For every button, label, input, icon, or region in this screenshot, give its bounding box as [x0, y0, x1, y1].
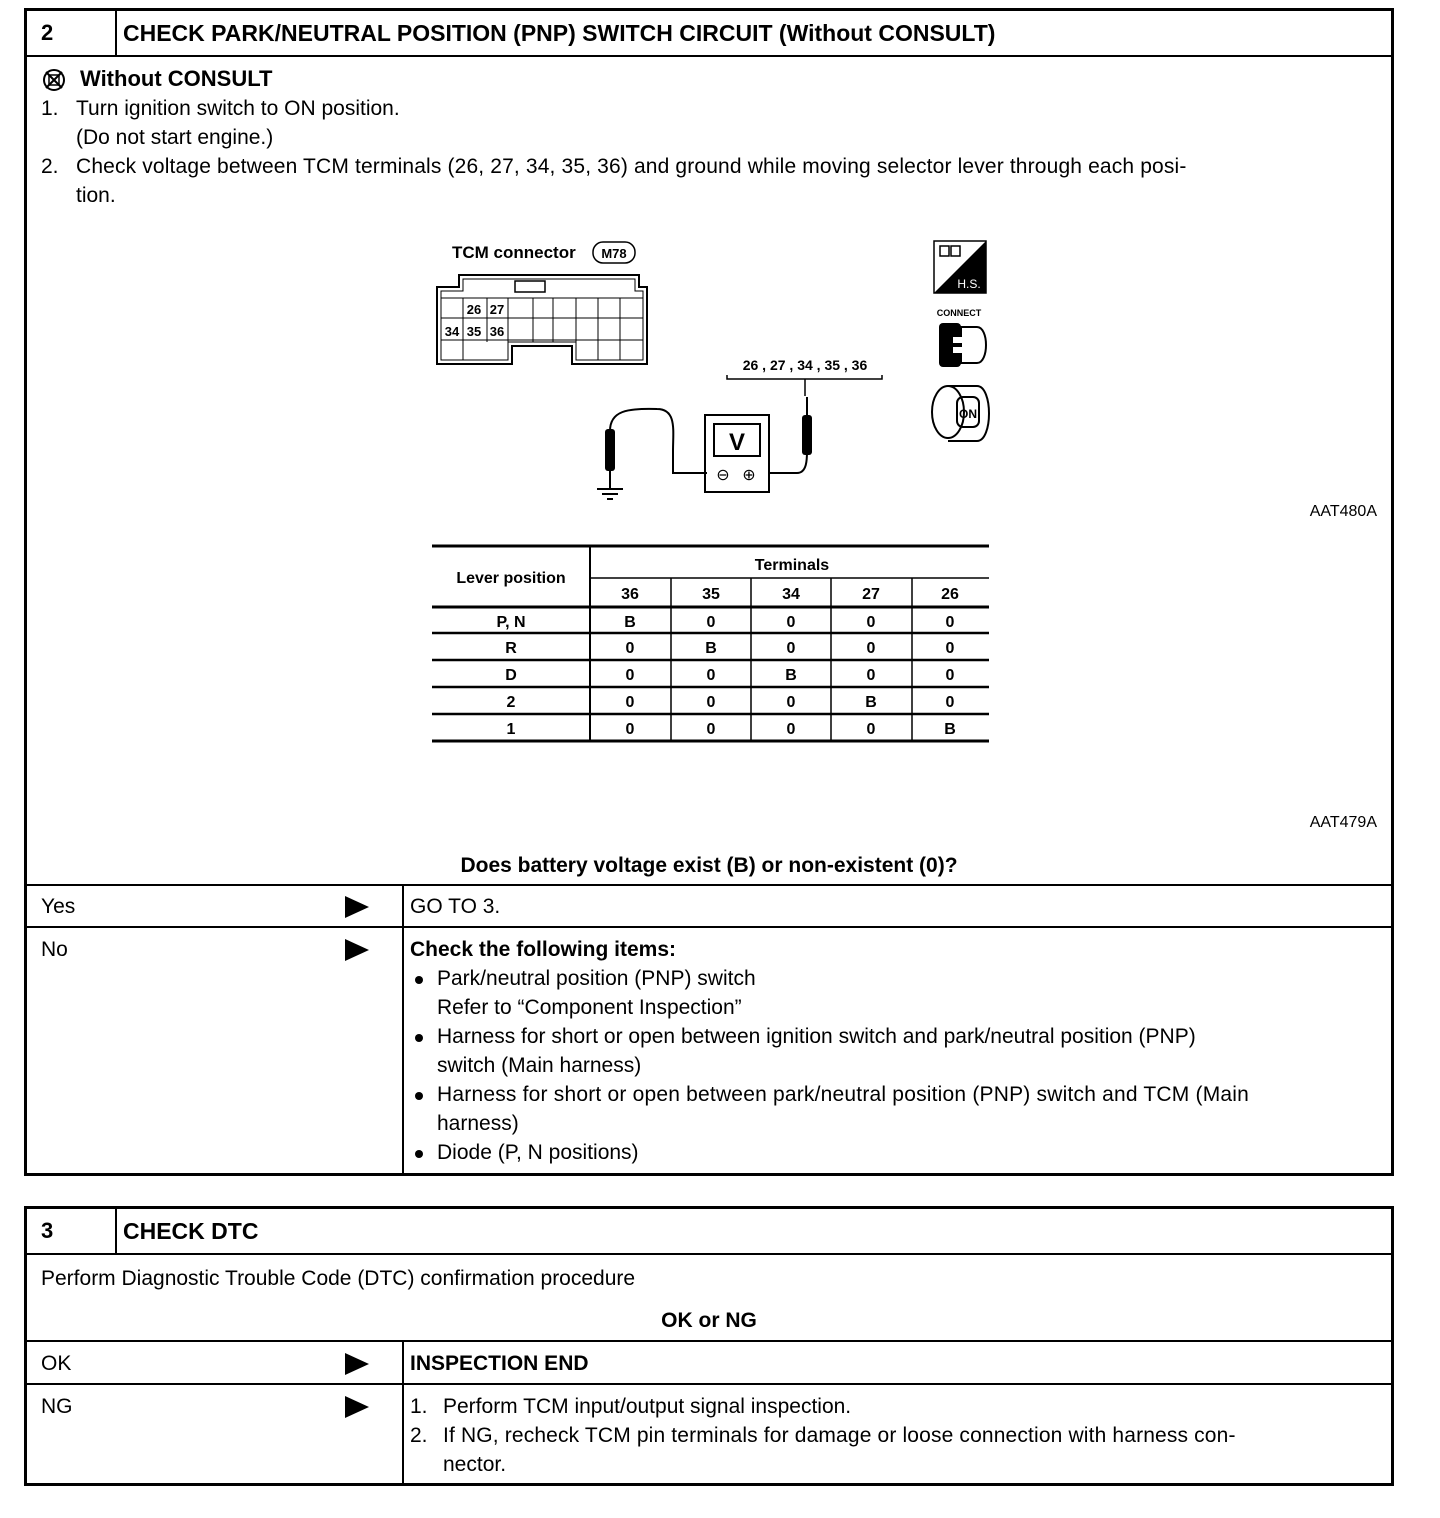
terminal-column-header: 26	[941, 586, 959, 603]
lever-position-cell: D	[505, 667, 517, 684]
instruction-text: Turn ignition switch to ON position.	[76, 97, 400, 120]
mode-label: Without CONSULT	[80, 66, 273, 91]
instruction-text: Check voltage between TCM terminals (26, 27, 34, 35, 36) and ground while moving selector lever through each posi-	[76, 155, 1187, 178]
terminal-column-header: 36	[621, 586, 639, 603]
step-2-box	[24, 8, 1394, 1176]
voltage-cell: 0	[706, 667, 716, 684]
lever-position-cell: 2	[506, 694, 516, 711]
no-label: No	[41, 938, 68, 961]
arrow-icon	[345, 1353, 369, 1375]
pin-label: 36	[489, 324, 505, 339]
voltage-cell: 0	[866, 721, 876, 738]
voltage-cell: 0	[706, 614, 716, 631]
no-heading: Check the following items:	[410, 938, 677, 961]
pin-label: 26	[466, 302, 482, 317]
voltage-cell: 0	[706, 721, 716, 738]
pin-label: 34	[444, 324, 460, 339]
ng-item-text: If NG, recheck TCM pin terminals for damage or loose connection with harness con-	[443, 1424, 1236, 1447]
voltage-cell: 0	[945, 694, 955, 711]
connector-label: TCM connector	[452, 243, 576, 262]
probe-label: 26 , 27 , 34 , 35 , 36	[742, 357, 868, 373]
check-item: Harness for short or open between ignition switch and park/neutral position (PNP)	[437, 1025, 1196, 1048]
pin-label: 27	[489, 302, 505, 317]
step-title: CHECK PARK/NEUTRAL POSITION (PNP) SWITCH CIRCUIT (Without CONSULT)	[123, 20, 996, 46]
meter-plus: ⊕	[742, 467, 756, 484]
terminal-voltage-table	[27, 536, 1391, 846]
question: Does battery voltage exist (B) or non-existent (0)?	[460, 854, 958, 877]
ignition-key-icon	[932, 386, 989, 441]
column-divider	[402, 1340, 404, 1483]
tcm-connector-diagram	[27, 11, 1391, 531]
voltage-cell: B	[785, 667, 797, 684]
yes-action: GO TO 3.	[410, 895, 501, 918]
step-number: 2	[41, 20, 54, 45]
voltage-cell: B	[865, 694, 877, 711]
voltage-cell: B	[705, 640, 717, 657]
voltage-cell: 0	[625, 640, 635, 657]
voltage-cell: 0	[945, 667, 955, 684]
arrow-icon	[345, 896, 369, 918]
check-item: Diode (P, N positions)	[437, 1141, 639, 1164]
check-item: Park/neutral position (PNP) switch	[437, 967, 756, 990]
step-title: CHECK DTC	[123, 1218, 259, 1244]
bullet-icon	[415, 976, 423, 984]
lever-header: Lever position	[456, 570, 566, 587]
ng-item-number: 2.	[410, 1424, 428, 1447]
instruction-number: 2.	[41, 155, 59, 178]
instruction-text: (Do not start engine.)	[76, 126, 274, 149]
row-divider	[27, 1383, 1391, 1385]
lever-position-cell: R	[505, 640, 517, 657]
bullet-icon	[415, 1150, 423, 1158]
voltage-cell: 0	[866, 667, 876, 684]
terminal-column-header: 35	[702, 586, 720, 603]
ng-item-number: 1.	[410, 1395, 428, 1418]
voltage-cell: 0	[786, 614, 796, 631]
meter-label: V	[728, 429, 746, 456]
ok-label: OK	[41, 1352, 72, 1375]
row-divider	[27, 1340, 1391, 1342]
pin-label: 35	[466, 324, 482, 339]
meter-minus: ⊖	[716, 467, 730, 484]
lever-position-cell: P, N	[496, 614, 526, 631]
step-3-box	[24, 1206, 1394, 1486]
voltage-cell: 0	[945, 614, 955, 631]
key-label: ON	[959, 407, 977, 421]
figure-id: AAT480A	[1309, 503, 1377, 520]
voltage-cell: 0	[786, 640, 796, 657]
instruction-number: 1.	[41, 97, 59, 120]
voltage-cell: 0	[625, 694, 635, 711]
voltage-cell: B	[944, 721, 956, 738]
step-header	[27, 1209, 1391, 1255]
instruction-text: tion.	[76, 184, 116, 207]
voltage-cell: B	[624, 614, 636, 631]
check-item: Refer to “Component Inspection”	[437, 996, 742, 1019]
arrow-icon	[345, 1396, 369, 1418]
column-divider	[402, 884, 404, 1174]
voltage-cell: 0	[706, 694, 716, 711]
voltage-cell: 0	[786, 694, 796, 711]
terminal-column-header: 27	[862, 586, 880, 603]
voltage-cell: 0	[866, 640, 876, 657]
step-body: Perform Diagnostic Trouble Code (DTC) confirmation procedure	[41, 1267, 636, 1290]
terminal-column-header: 34	[782, 586, 800, 603]
figure-id: AAT479A	[1309, 814, 1377, 831]
row-divider	[27, 926, 1391, 928]
ng-item-text: Perform TCM input/output signal inspection.	[443, 1395, 852, 1418]
connect-label: CONNECT	[936, 308, 982, 318]
bullet-icon	[415, 1092, 423, 1100]
arrow-icon	[345, 939, 369, 961]
row-divider	[27, 884, 1391, 886]
ok-action: INSPECTION END	[410, 1352, 589, 1375]
step-number: 3	[41, 1218, 54, 1243]
bullet-icon	[415, 1034, 423, 1042]
ng-item-text: nector.	[443, 1453, 507, 1476]
check-item: switch (Main harness)	[437, 1054, 642, 1077]
connector-id: M78	[601, 246, 627, 261]
voltage-cell: 0	[945, 640, 955, 657]
connect-icon	[937, 308, 986, 367]
hs-label: H.S.	[957, 277, 981, 291]
voltage-cell: 0	[625, 721, 635, 738]
connector-latch	[515, 281, 545, 292]
lever-position-cell: 1	[506, 721, 516, 738]
terminals-header: Terminals	[754, 557, 830, 574]
ng-label: NG	[41, 1395, 73, 1418]
voltage-cell: 0	[786, 721, 796, 738]
divider	[115, 1209, 117, 1253]
yes-label: Yes	[41, 895, 76, 918]
check-item: Harness for short or open between park/neutral position (PNP) switch and TCM (Main	[437, 1083, 1250, 1106]
voltage-cell: 0	[866, 614, 876, 631]
question: OK or NG	[661, 1309, 757, 1332]
connector-outline	[437, 275, 647, 364]
voltage-cell: 0	[625, 667, 635, 684]
hs-icon	[934, 241, 986, 293]
check-item: harness)	[437, 1112, 519, 1135]
